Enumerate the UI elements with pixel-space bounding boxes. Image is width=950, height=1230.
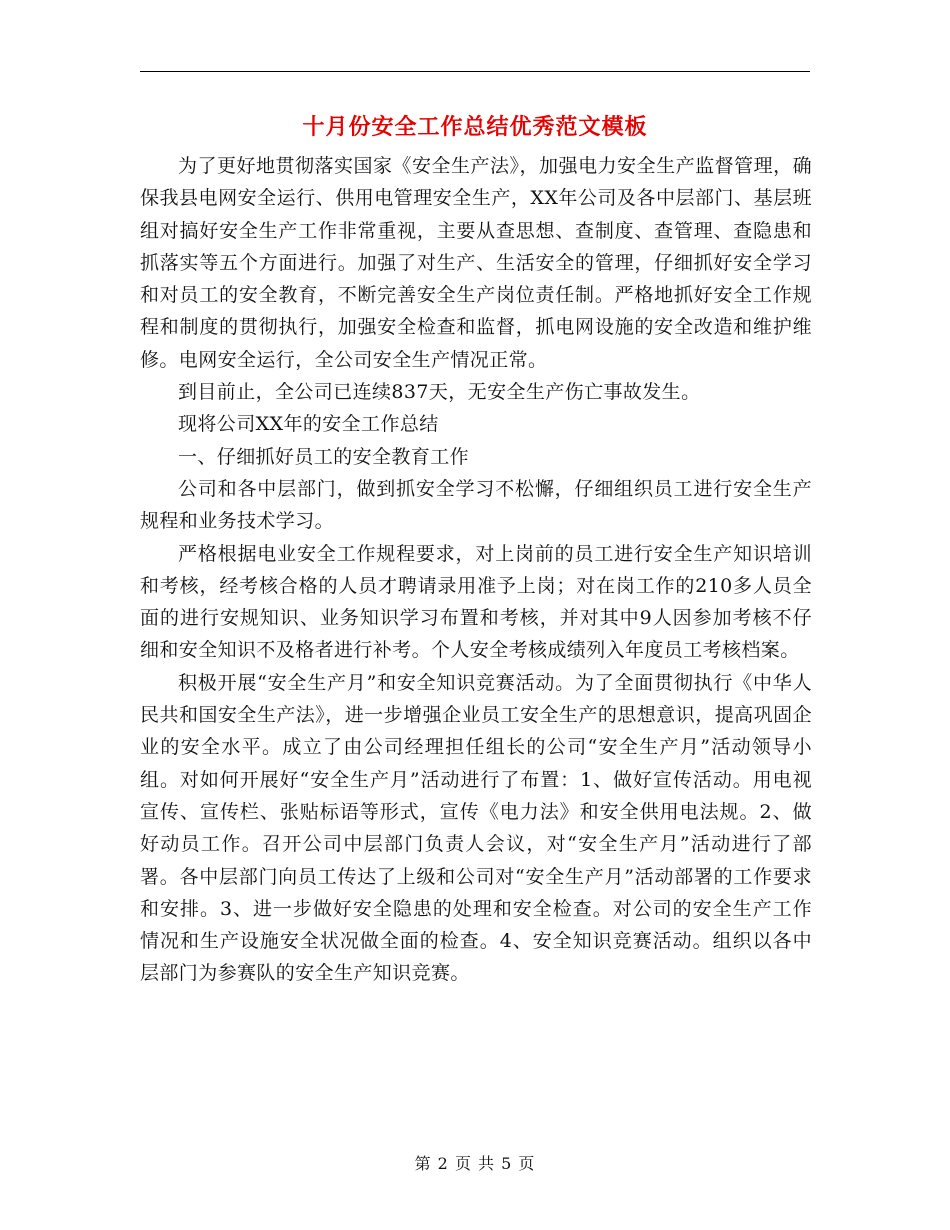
paragraph-training-assessment: 严格根据电业安全工作规程要求，对上岗前的员工进行安全生产知识培训和考核，经考核合格的人员才聘请录用准予上岗；对在岗工作的210多人员全面的进行安规知识、业务知识学习布置和考核，并对其中9人因参加考核不仔细和安全知识不及格者进行补考。个人安全考核成绩列入年度员工考核档案。 xyxy=(140,542,812,662)
paragraph-safety-days: 到目前止，全公司已连续837天，无安全生产伤亡事故发生。 xyxy=(178,381,701,404)
header-rule xyxy=(140,71,810,72)
paragraph-intro: 为了更好地贯彻落实国家《安全生产法》，加强电力安全生产监督管理，确保我县电网安全运行、供用电管理安全生产，XX年公司及各中层部门、基层班组对搞好安全生产工作非常重视，主要从查思想、查制度、查管理、查隐患和抓落实等五个方面进行。加强了对生产、生活安全的管理，仔细抓好安全学习和对员工的安全教育，不断完善安全生产岗位责任制。严格地抓好安全工作规程和制度的贯彻执行，加强安全检查和监督，抓电网设施的安全改造和维护维修。电网安全运行，全公司安全生产情况正常。 xyxy=(140,155,812,371)
paragraph-summary-lead: 现将公司XX年的安全工作总结 xyxy=(178,413,439,436)
paragraph-safety-month: 积极开展“安全生产月”和安全知识竞赛活动。为了全面贯彻执行《中华人民共和国安全生产法》，进一步增强企业员工安全生产的思想意识，提高巩固企业的安全水平。成立了由公司经理担任组长的公司“安全生产月”活动领导小组。对如何开展好“安全生产月”活动进行了布置：1、做好宣传活动。用电视宣传、宣传栏、张贴标语等形式，宣传《电力法》和安全供用电法规。2、做好动员工作。召开公司中层部门负责人会议，对“安全生产月”活动进行了部署。各中层部门向员工传达了上级和公司对“安全生产月”活动部署的工作要求和安排。3、进一步做好安全隐患的处理和安全检查。对公司的安全生产工作情况和生产设施安全状况做全面的检查。4、安全知识竞赛活动。组织以各中层部门为参赛队的安全生产知识竞赛。 xyxy=(140,671,812,985)
section-heading-1: 一、仔细抓好员工的安全教育工作 xyxy=(178,445,470,468)
page-number-footer: 第 2 页 共 5 页 xyxy=(414,1154,536,1173)
document-title: 十月份安全工作总结优秀范文模板 xyxy=(302,114,648,140)
document-body xyxy=(140,150,812,990)
paragraph-safety-study: 公司和各中层部门，做到抓安全学习不松懈，仔细组织员工进行安全生产规程和业务技术学习。 xyxy=(140,477,812,533)
